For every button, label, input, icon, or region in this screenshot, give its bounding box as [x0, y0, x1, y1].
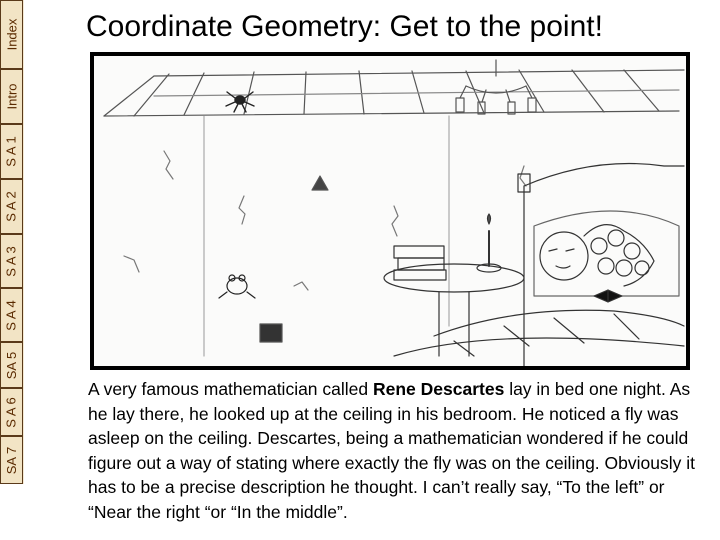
wall-lamp	[312, 176, 328, 190]
tab-label: SA 5	[4, 351, 19, 379]
floor-box	[260, 324, 282, 342]
section-tab-strip	[0, 0, 24, 484]
mathematician-name: Rene Descartes	[373, 379, 505, 399]
tab-label: S A 1	[4, 136, 19, 167]
tab-intro[interactable]	[0, 69, 23, 124]
tab-sa4[interactable]	[0, 288, 23, 342]
tab-label: Index	[4, 18, 19, 51]
story-paragraph	[88, 377, 712, 524]
tab-label: Intro	[4, 83, 20, 110]
frog-icon	[219, 275, 255, 298]
tab-sa5[interactable]	[0, 342, 23, 388]
tab-index[interactable]	[0, 0, 23, 69]
tab-label: S A 2	[4, 191, 19, 222]
sketch-drawing	[94, 56, 686, 366]
tab-label: S A 3	[4, 245, 19, 277]
tab-sa6[interactable]	[0, 388, 23, 436]
ceiling-lines	[104, 70, 684, 116]
chandelier	[456, 60, 536, 114]
tab-sa7[interactable]	[0, 436, 23, 484]
page-title: Coordinate Geometry: Get to the point!	[86, 10, 603, 43]
wall-cracks	[124, 116, 526, 356]
tab-sa1[interactable]	[0, 124, 23, 179]
tab-label: SA 7	[4, 446, 19, 474]
tab-label: S A 6	[4, 396, 19, 428]
tab-sa3[interactable]	[0, 234, 23, 288]
bedside-table	[384, 214, 524, 356]
story-rest: lay in bed one night. As he lay there, he looked up at the ceiling in his bedroom. He noticed a fly was asleep on the ceiling. Descartes, being a mathematician wondered if he could figure out a way of stating where exactly the fly was on the ceiling. Obviously it has to be a precise description he thought. I can’t really say, “To the left” or “Near the right “or “In the middle”.	[88, 379, 695, 522]
tab-sa2[interactable]	[0, 179, 23, 234]
tab-label: S A 4	[4, 299, 19, 331]
story-lead: A very famous mathematician called	[88, 379, 373, 399]
descartes-sketch-image	[90, 52, 690, 370]
